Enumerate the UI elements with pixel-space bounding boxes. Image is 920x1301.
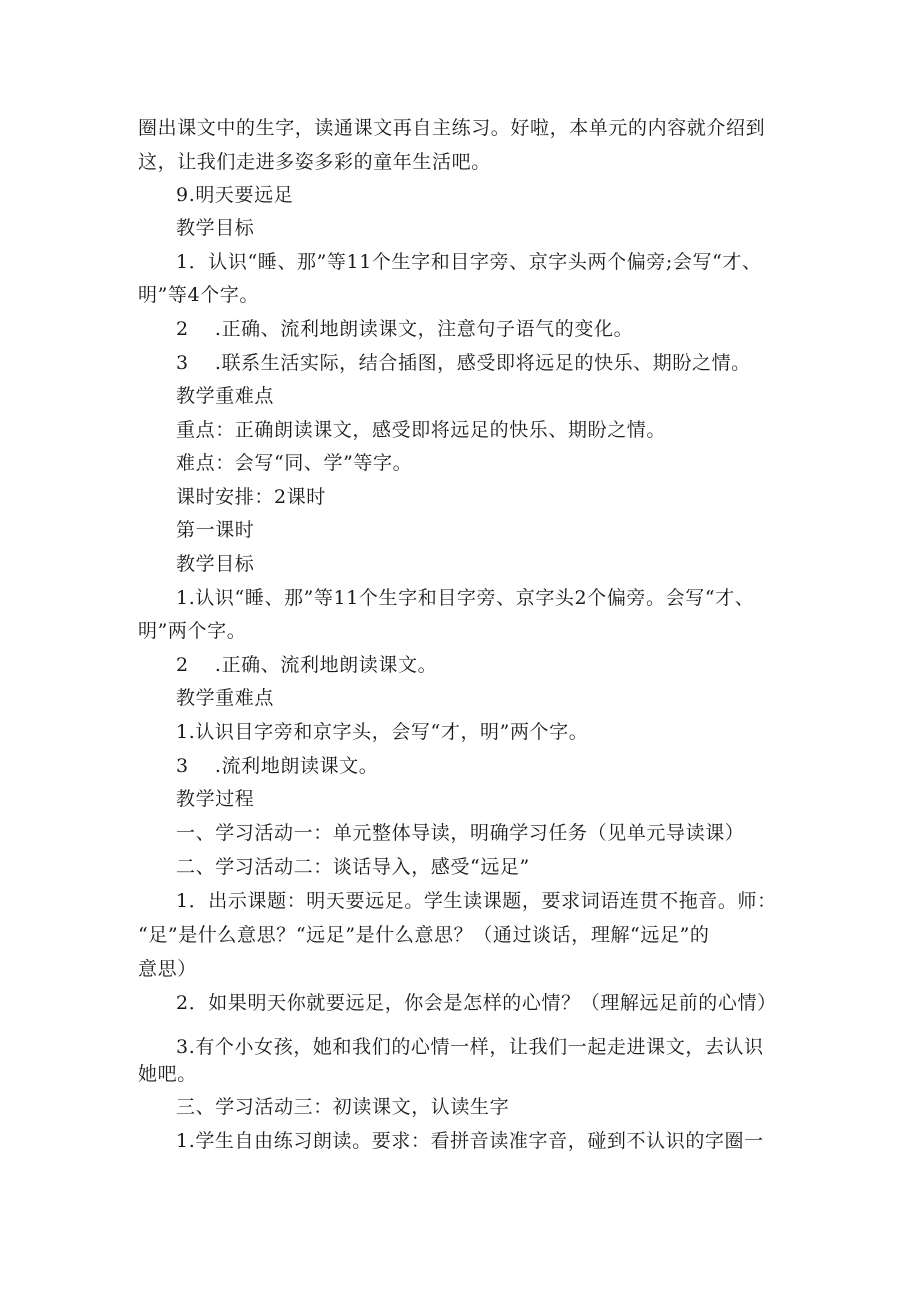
lesson-title: 9.明天要远足 bbox=[176, 184, 294, 206]
list-item: 1.学生自由练习朗读。要求：看拼音读准字音，碰到不认识的字圈一 bbox=[176, 1130, 764, 1152]
list-item: 3 .流利地朗读课文。 bbox=[176, 755, 379, 777]
list-item-continuation: 意思） bbox=[138, 958, 197, 980]
paragraph-line: 这，让我们走进多姿多彩的童年生活吧。 bbox=[138, 151, 491, 173]
section-heading: 教学目标 bbox=[176, 553, 255, 575]
paragraph-line: 三、学习活动三：初读课文，认读生字 bbox=[176, 1096, 510, 1118]
paragraph-line: 一、学习活动一：单元整体导读，明确学习任务（见单元导读课） bbox=[176, 822, 745, 844]
list-item: 1．认识“睡、那”等11个生字和目字旁、京字头两个偏旁;会写“才、 bbox=[176, 251, 762, 273]
paragraph-line: 二、学习活动二：谈话导入，感受“远足” bbox=[176, 856, 530, 878]
list-item: 1.认识“睡、那”等11个生字和目字旁、京字头2个偏旁。会写“才、 bbox=[176, 587, 755, 609]
list-item: 1．出示课题：明天要远足。学生读课题，要求词语连贯不拖音。师： bbox=[176, 890, 777, 912]
list-item-continuation: 她吧。 bbox=[138, 1063, 197, 1085]
list-item: 2 .正确、流利地朗读课文，注意句子语气的变化。 bbox=[176, 318, 634, 340]
section-heading: 教学过程 bbox=[176, 788, 255, 810]
paragraph-line: 难点：会写“同、学”等字。 bbox=[176, 452, 413, 474]
paragraph-line: 圈出课文中的生字，读通课文再自主练习。好啦，本单元的内容就介绍到 bbox=[138, 117, 766, 139]
section-heading: 第一课时 bbox=[176, 519, 255, 541]
section-heading: 教学目标 bbox=[176, 217, 255, 239]
list-item-continuation: “足”是什么意思？“远足”是什么意思？（通过谈话，理解“远足”的 bbox=[138, 924, 710, 946]
list-item: 2 .正确、流利地朗读课文。 bbox=[176, 654, 438, 676]
section-heading: 教学重难点 bbox=[176, 385, 275, 407]
list-item-continuation: 明”等4个字。 bbox=[138, 284, 260, 306]
list-item-continuation: 明”两个字。 bbox=[138, 620, 247, 642]
list-item: 2．如果明天你就要远足，你会是怎样的心情？（理解远足前的心情） bbox=[176, 992, 777, 1014]
section-heading: 教学重难点 bbox=[176, 687, 275, 709]
list-item: 3 .联系生活实际，结合插图，感受即将远足的快乐、期盼之情。 bbox=[176, 352, 751, 374]
paragraph-line: 课时安排：2课时 bbox=[176, 486, 326, 508]
list-item: 1.认识目字旁和京字头，会写“才，明”两个字。 bbox=[176, 721, 589, 743]
paragraph-line: 重点：正确朗读课文，感受即将远足的快乐、期盼之情。 bbox=[176, 419, 667, 441]
list-item: 3.有个小女孩，她和我们的心情一样，让我们一起走进课文，去认识 bbox=[176, 1036, 764, 1058]
